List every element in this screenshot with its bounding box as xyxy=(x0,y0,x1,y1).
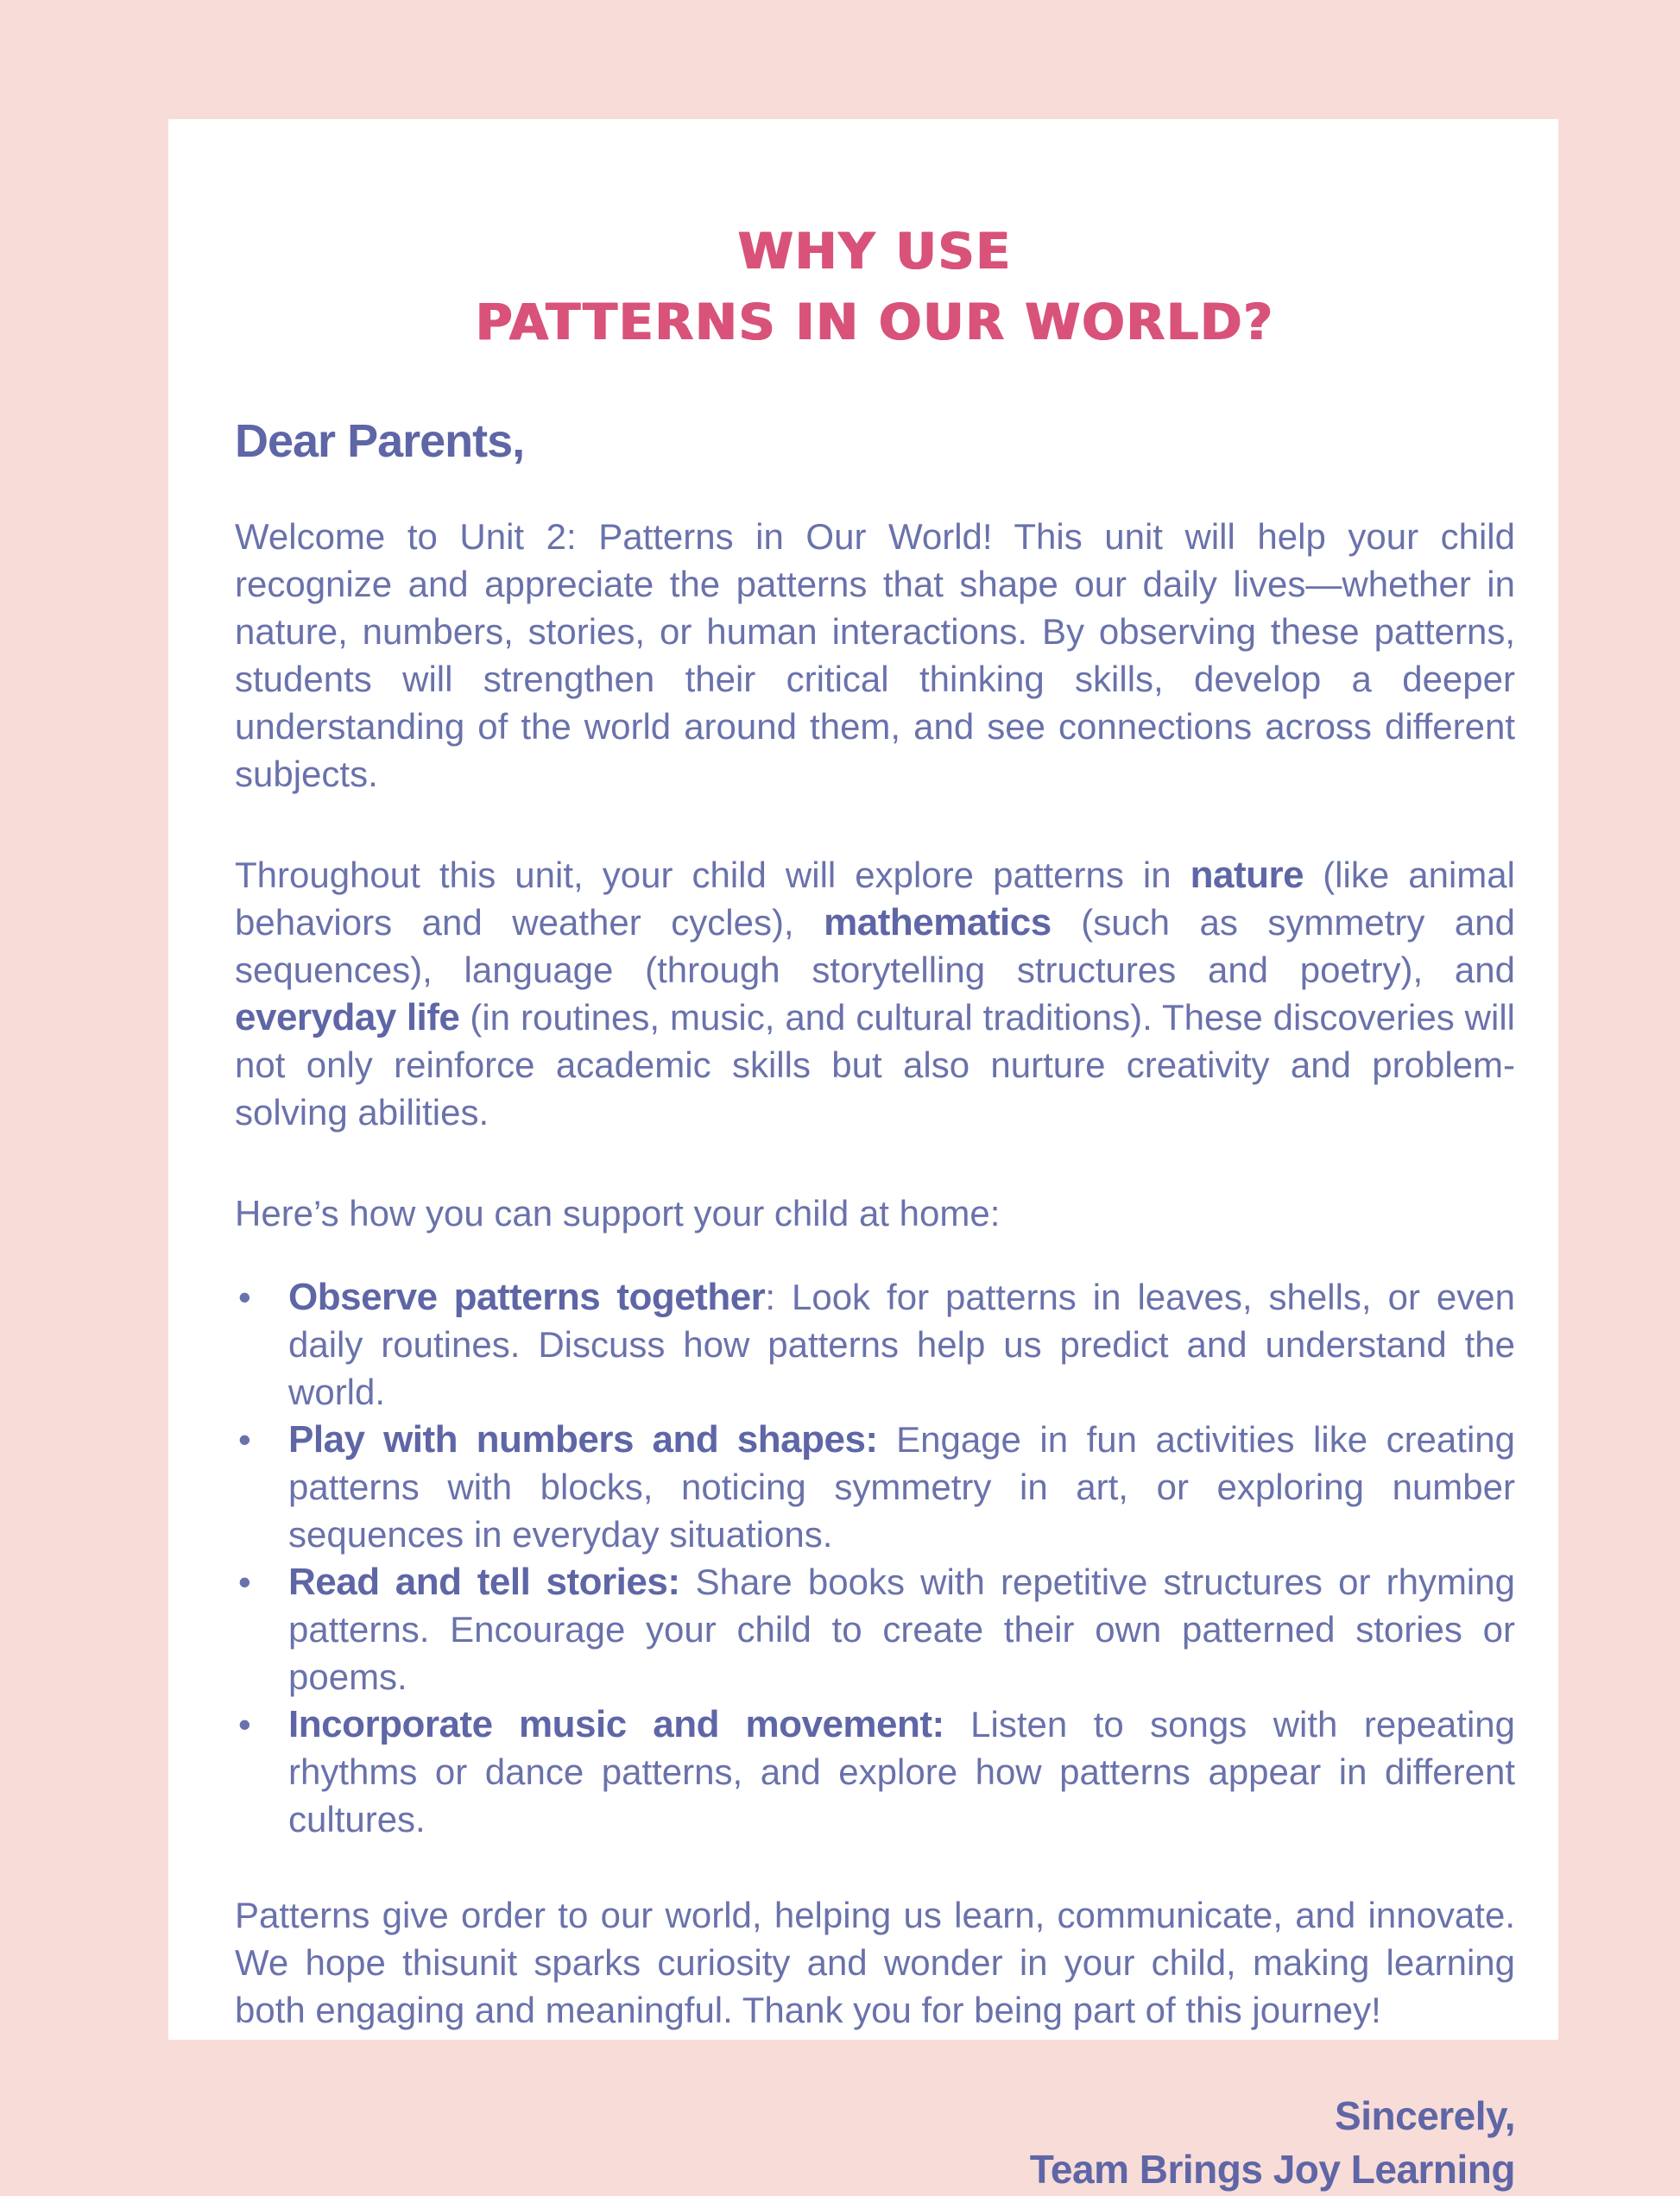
bullet-lead: Read and tell stories: xyxy=(288,1561,680,1603)
text-segment: Throughout this unit, your child will explore patterns in xyxy=(235,855,1191,895)
bold-keyword: mathematics xyxy=(824,901,1052,943)
support-bullet-item: • Play with numbers and shapes: Engage in fun activities like creating patterns with blocks, noticing symmetry in art, or exploring number sequences in everyday situations. xyxy=(235,1416,1515,1558)
title-line-1: WHY USE xyxy=(737,222,1013,281)
bullet-lead: Incorporate music and movement: xyxy=(288,1703,944,1745)
explore-paragraph xyxy=(235,851,1515,1136)
intro-paragraph: Welcome to Unit 2: Patterns in Our World! This unit will help your child recognize and appreciate the patterns that shape our daily lives—whether in nature, numbers, stories, or human interactions. By observing these patterns, students will strengthen their critical thinking skills, develop a deeper understanding of the world around them, and see connections across different subjects. xyxy=(235,516,1515,794)
bold-keyword: everyday life xyxy=(235,996,460,1038)
bullet-lead: Observe patterns together xyxy=(288,1276,766,1318)
closing-paragraph: Patterns give order to our world, helping us learn, communicate, and innovate. We hope thisunit sparks curiosity and wonder in your child, making learning both engaging and meaningful. Thank you for being part of this journey! xyxy=(235,1895,1515,2030)
title-line-2: PATTERNS IN OUR WORLD? xyxy=(475,293,1275,351)
salutation: Dear Parents, xyxy=(235,415,525,467)
bullet-icon: • xyxy=(238,1277,251,1317)
bullet-icon: • xyxy=(238,1704,251,1745)
letter-title xyxy=(235,216,1515,357)
signature xyxy=(235,2089,1515,2196)
bullet-icon: • xyxy=(238,1419,251,1460)
support-intro: Here’s how you can support your child at home: xyxy=(235,1193,1001,1234)
letter-page xyxy=(168,119,1558,2192)
letter-content xyxy=(235,216,1515,2196)
support-list xyxy=(235,1273,1515,1843)
support-bullet-item: • Observe patterns together: Look for patterns in leaves, shells, or even daily routines. Discuss how patterns help us predict and understand the world. xyxy=(235,1273,1515,1416)
signature-line-1: Sincerely, xyxy=(1335,2093,1515,2138)
bullet-lead: Play with numbers and shapes: xyxy=(288,1418,878,1461)
bold-keyword: nature xyxy=(1190,854,1304,896)
support-bullet-item: • Incorporate music and movement: Listen to songs with repeating rhythms or dance patterns, and explore how patterns appear in different cultures. xyxy=(235,1701,1515,1843)
bullet-icon: • xyxy=(238,1562,251,1602)
text-segment: (like animal behaviors and weather cycles), xyxy=(235,855,1515,943)
text-segment: (such as symmetry and sequences), language (through storytelling structures and poetry), and xyxy=(235,902,1515,990)
text-segment: (in routines, music, and cultural traditions). These discoveries will not only reinforce academic skills but also nurture creativity and problem-solving abilities. xyxy=(235,997,1515,1133)
signature-line-2: Team Brings Joy Learning xyxy=(1029,2147,1515,2192)
support-bullet-item: • Read and tell stories: Share books with repetitive structures or rhyming patterns. Encourage your child to create their own patterned stories or poems. xyxy=(235,1558,1515,1701)
